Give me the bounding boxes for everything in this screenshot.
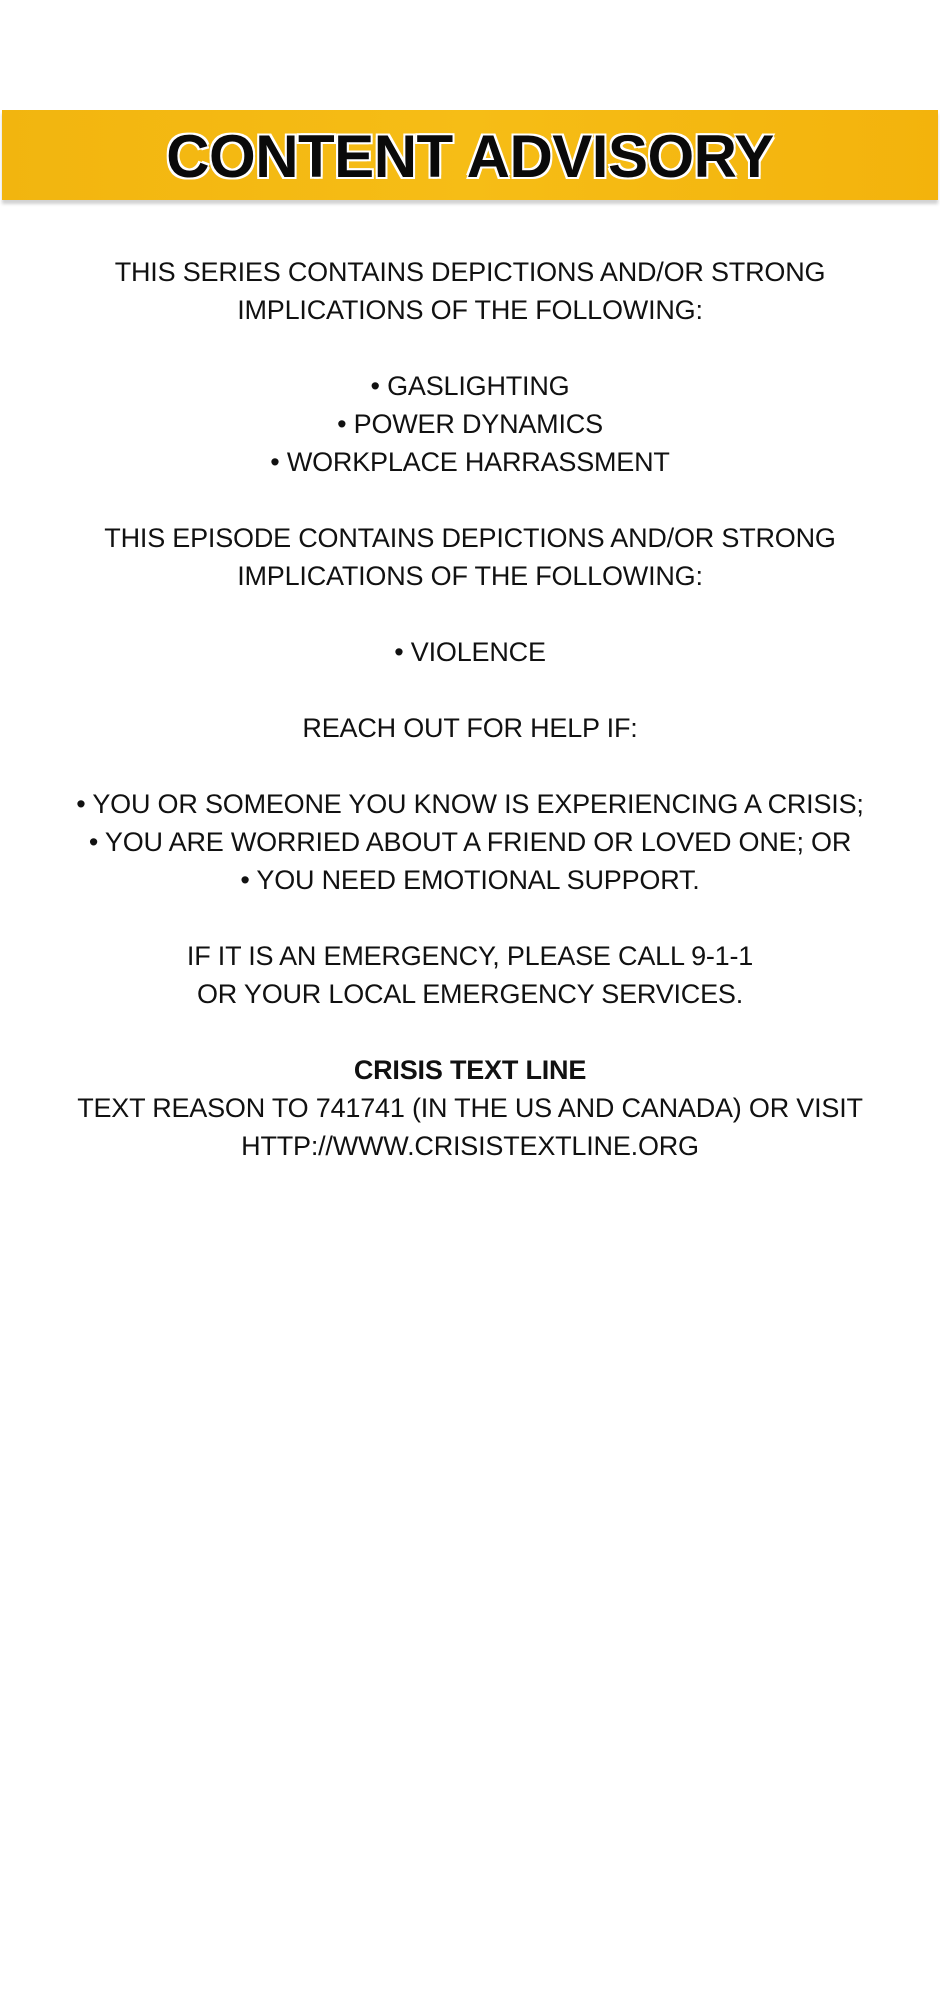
- emergency-line-2: OR YOUR LOCAL EMERGENCY SERVICES.: [196, 979, 744, 1009]
- help-item: • YOU ARE WORRIED ABOUT A FRIEND OR LOVED ONE; OR: [88, 827, 852, 857]
- episode-notice-line-1: THIS EPISODE CONTAINS DEPICTIONS AND/OR STRONG: [104, 523, 836, 553]
- crisis-line-url[interactable]: HTTP://WWW.CRISISTEXTLINE.ORG: [241, 1131, 699, 1161]
- episode-notice-line-2: IMPLICATIONS OF THE FOLLOWING:: [237, 561, 703, 591]
- spacer: [0, 899, 940, 937]
- spacer: [0, 1013, 940, 1051]
- series-item: • WORKPLACE HARRASSMENT: [270, 447, 670, 477]
- spacer: [0, 595, 940, 633]
- advisory-body: [0, 253, 940, 1165]
- help-heading: REACH OUT FOR HELP IF:: [302, 713, 638, 743]
- help-item: • YOU NEED EMOTIONAL SUPPORT.: [240, 865, 700, 895]
- banner-title: CONTENT ADVISORY: [166, 123, 774, 190]
- spacer: [0, 671, 940, 709]
- spacer: [0, 481, 940, 519]
- emergency-line-1: IF IT IS AN EMERGENCY, PLEASE CALL 9-1-1: [186, 941, 754, 971]
- series-item: • GASLIGHTING: [370, 371, 570, 401]
- episode-item: • VIOLENCE: [394, 637, 546, 667]
- advisory-banner: [2, 110, 938, 200]
- series-item: • POWER DYNAMICS: [337, 409, 603, 439]
- crisis-line-title: CRISIS TEXT LINE: [353, 1055, 587, 1085]
- series-notice-line-2: IMPLICATIONS OF THE FOLLOWING:: [237, 295, 703, 325]
- help-item: • YOU OR SOMEONE YOU KNOW IS EXPERIENCING A CRISIS;: [76, 789, 864, 819]
- spacer: [0, 329, 940, 367]
- spacer: [0, 747, 940, 785]
- crisis-line-text: TEXT REASON TO 741741 (IN THE US AND CANADA) OR VISIT: [77, 1093, 863, 1123]
- series-notice-line-1: THIS SERIES CONTAINS DEPICTIONS AND/OR STRONG: [114, 257, 826, 287]
